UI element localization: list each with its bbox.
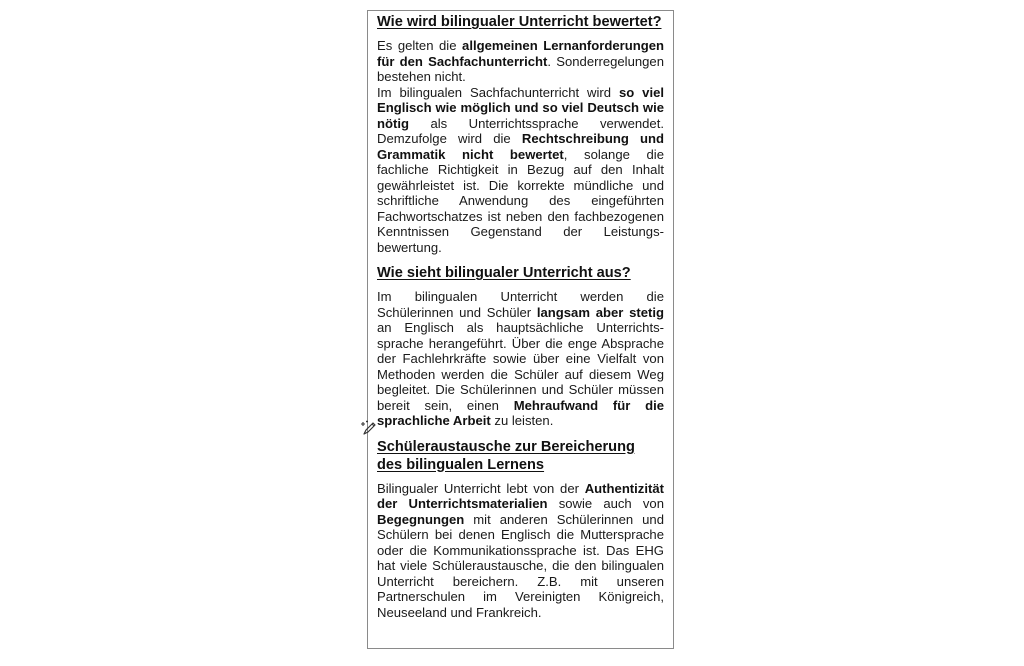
document-page — [367, 10, 674, 649]
bold-text: so viel Englisch wie möglich und so viel Deutsch wie nötig — [377, 84, 664, 131]
bold-text: allgemeinen Lernanforderungen für den Sachfachunterricht — [377, 38, 665, 69]
text-run: Im bilingualen Sachfachunterricht wird — [377, 84, 619, 100]
text-run: Bilingualer Unterricht lebt von der — [377, 480, 585, 496]
text-run: . Sonderregelungen bestehen nicht. — [377, 53, 664, 84]
paragraph — [377, 481, 664, 621]
section-title: Wie sieht bilingualer Unterricht aus? — [377, 265, 631, 281]
magic-pen-cursor-icon — [361, 419, 379, 437]
bold-text: Rechtschreibung und Grammatik nicht bewertet — [377, 131, 664, 162]
section-schueleraustausch — [377, 438, 664, 621]
bold-text: langsam aber stetig — [536, 304, 664, 320]
paragraph — [377, 85, 664, 256]
text-run: , solange die fachliche Richtigkeit in Bezug auf den Inhalt gewährleistet ist. Die korrekte mündliche und schriftliche Anwendung des eingeführten Fachwortschatzes ist neben den fachbezogenen Kenntnissen Gegenstand der Leistungs-bewertung. — [377, 146, 664, 255]
paragraph — [377, 289, 664, 429]
section-bewertung — [377, 13, 664, 255]
bold-text: Authentizität der Unterrichtsmaterialien — [377, 480, 664, 511]
text-run: sowie auch von — [547, 496, 664, 511]
section-title: Schüleraustausche zur Bereicherung des bilingualen Lernens — [377, 438, 635, 473]
bold-text: Mehraufwand für die sprachliche Arbeit — [377, 397, 664, 428]
section-title: Wie wird bilingualer Unterricht bewertet? — [377, 14, 662, 30]
text-run: an Englisch als hauptsächliche Unterrichts-sprache herangeführt. Über die enge Absprache der Fachlehrkräfte sowie über eine Vielfalt von Methoden werden die Schüler auf diesem Weg begleitet. Die Schülerinnen und Schüler müssen bereit sein, einen — [377, 320, 664, 413]
text-run: als Unterrichtssprache verwendet. Demzufolge wird die — [377, 115, 664, 146]
bold-text: Begegnungen — [377, 511, 465, 527]
text-run: zu leisten. — [490, 413, 554, 428]
text-run: mit anderen Schülerinnen und Schülern bei denen Englisch die Muttersprache oder die Kommunikationssprache ist. Das EHG hat viele Schüleraustausche, die den bilingualen Unterricht bereichern. Z.B. mit unseren Partnerschulen im Vereinigten Königreich, Neuseeland und Frankreich. — [377, 511, 664, 620]
text-run: Im bilingualen Unterricht werden die Schülerinnen und Schüler — [377, 289, 664, 320]
paragraph — [377, 38, 664, 85]
text-run: Es gelten die — [377, 38, 463, 53]
section-unterricht — [377, 264, 664, 429]
